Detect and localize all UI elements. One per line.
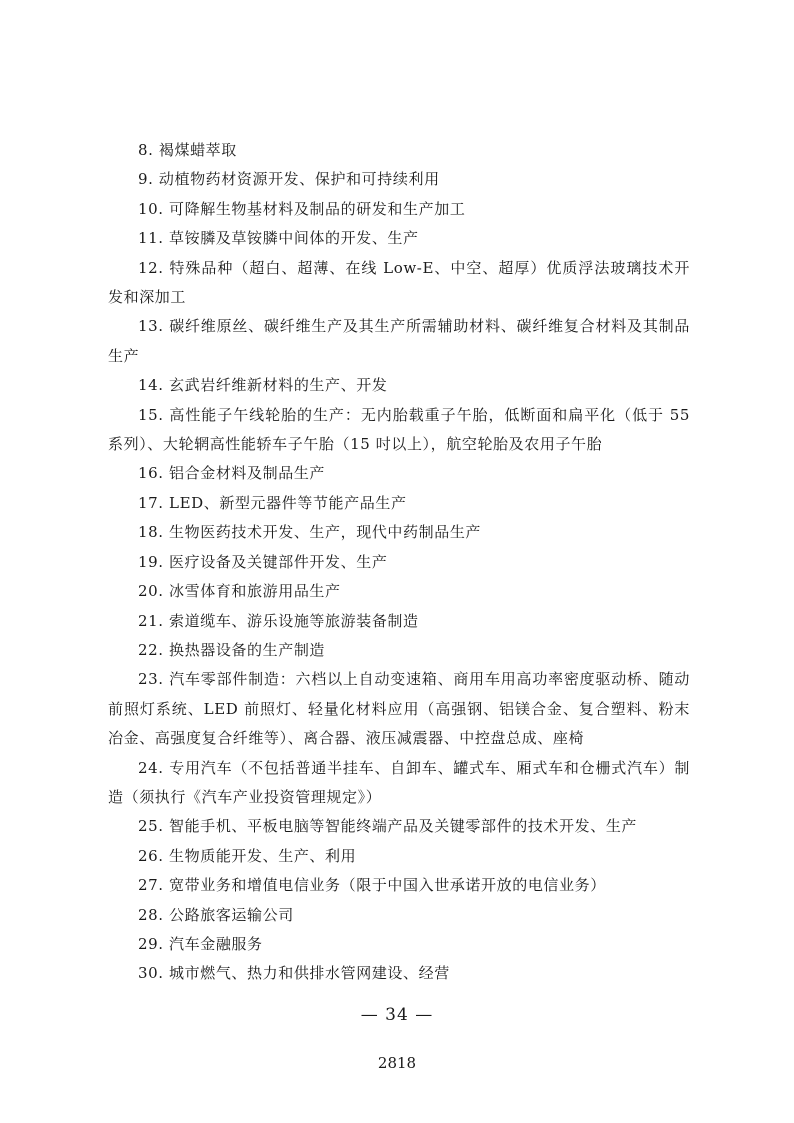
list-item: 12. 特殊品种（超白、超薄、在线 Low-E、中空、超厚）优质浮法玻璃技术开发和深加工 (108, 258, 690, 307)
list-item: 24. 专用汽车（不包括普通半挂车、自卸车、罐式车、厢式车和仓栅式汽车）制造（须执行《汽车产业投资管理规定》） (108, 758, 690, 806)
list-item: 9. 动植物药材资源开发、保护和可持续利用 (138, 170, 440, 189)
list-item: 21. 索道缆车、游乐设施等旅游装备制造 (138, 611, 419, 630)
list-item: 17. LED、新型元器件等节能产品生产 (138, 493, 407, 512)
list-item: 18. 生物医药技术开发、生产，现代中药制品生产 (138, 523, 482, 542)
list-item: 8. 褐煤蜡萃取 (138, 141, 237, 159)
list-item: 30. 城市燃气、热力和供排水管网建设、经营 (138, 964, 450, 983)
list-item: 20. 冰雪体育和旅游用品生产 (138, 582, 341, 601)
list-item: 13. 碳纤维原丝、碳纤维生产及其生产所需辅助材料、碳纤维复合材料及其制品生产 (108, 317, 690, 365)
list-item: 16. 铝合金材料及制品生产 (138, 464, 326, 483)
list-item: 19. 医疗设备及关键部件开发、生产 (138, 552, 388, 571)
document-number: 2818 (377, 1054, 417, 1072)
document-body (108, 136, 690, 989)
list-item: 22. 换热器设备的生产制造 (138, 640, 326, 659)
list-item: 29. 汽车金融服务 (138, 934, 263, 953)
list-item: 14. 玄武岩纤维新材料的生产、开发 (138, 376, 388, 395)
list-item: 23. 汽车零部件制造：六档以上自动变速箱、商用车用高功率密度驱动桥、随动前照灯系统、LED 前照灯、轻量化材料应用（高强钢、铝镁合金、复合塑料、粉末冶金、高强度复合纤维等）、离合器、液压减震器、中控盘总成、座椅 (108, 670, 690, 748)
list-item: 26. 生物质能开发、生产、利用 (138, 846, 357, 865)
list-item: 25. 智能手机、平板电脑等智能终端产品及关键零部件的技术开发、生产 (138, 817, 638, 836)
list-item: 11. 草铵膦及草铵膦中间体的开发、生产 (138, 229, 419, 248)
page-number: — 34 — (360, 1005, 434, 1025)
list-item: 15. 高性能子午线轮胎的生产：无内胎载重子午胎，低断面和扁平化（低于 55 系列）、大轮辋高性能轿车子午胎（15 吋以上），航空轮胎及农用子午胎 (108, 405, 690, 454)
list-item: 28. 公路旅客运输公司 (138, 905, 294, 924)
list-item: 27. 宽带业务和增值电信业务（限于中国入世承诺开放的电信业务） (138, 876, 606, 895)
list-item: 10. 可降解生物基材料及制品的研发和生产加工 (138, 199, 466, 218)
